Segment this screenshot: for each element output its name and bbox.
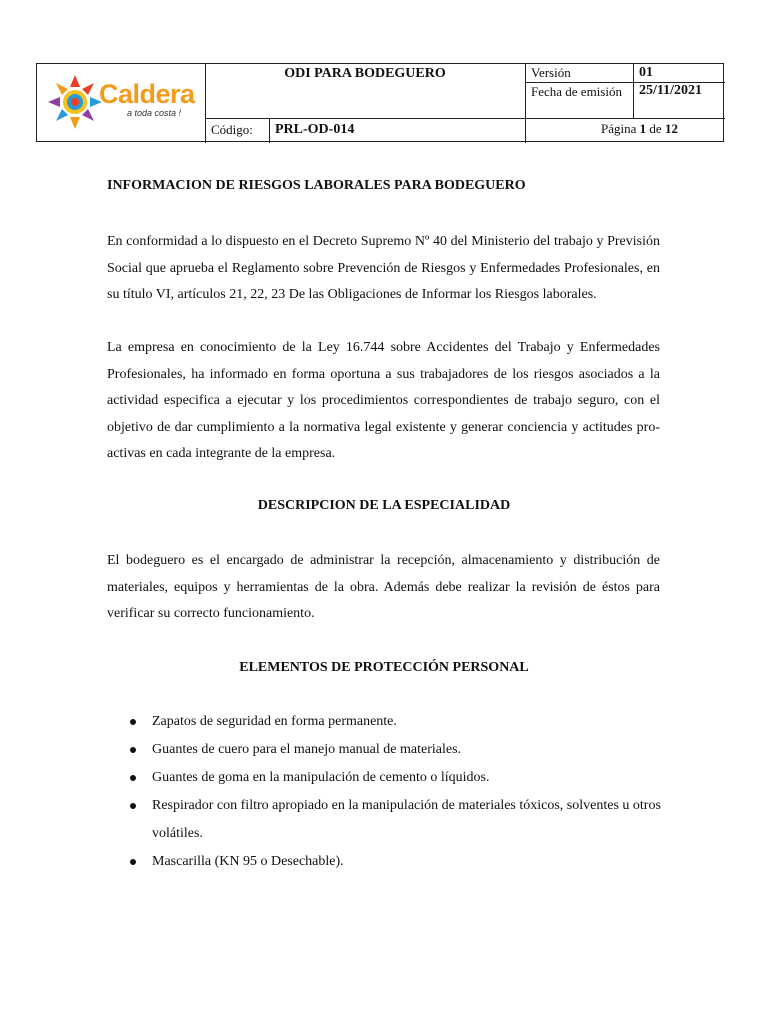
list-item-text: Respirador con filtro apropiado en la manipulación de materiales tóxicos, solventes u otros volátiles. bbox=[152, 798, 661, 841]
bullet-icon bbox=[130, 719, 136, 725]
bullet-icon bbox=[130, 747, 136, 753]
company-logo bbox=[37, 64, 205, 143]
page-of: de bbox=[649, 121, 662, 136]
page-total: 12 bbox=[664, 121, 678, 136]
list-item bbox=[107, 764, 667, 792]
list-item-text: Mascarilla (KN 95 o Desechable). bbox=[152, 854, 344, 869]
logo-tagline: a toda costa ! bbox=[127, 108, 182, 118]
list-item bbox=[107, 792, 667, 848]
code-value: PRL-OD-014 bbox=[275, 122, 355, 137]
issue-date-label: Fecha de emisión bbox=[531, 84, 622, 99]
page-prefix: Página bbox=[601, 121, 637, 136]
list-item-text: Guantes de goma en la manipulación de cemento o líquidos. bbox=[152, 770, 490, 785]
list-item-text: Zapatos de seguridad en forma permanente. bbox=[152, 714, 397, 729]
code-label: Código: bbox=[211, 122, 253, 137]
paragraph-ley: La empresa en conocimiento de la Ley 16.744 sobre Accidentes del Trabajo y Enfermedades Profesionales, ha informado en forma oportuna a sus trabajadores de los riesgos asociados a la actividad especifica a ejecutar y los procedimientos correspondientes de trabajo seguro, con el objetivo de dar cumplimiento a la normativa legal existente y generar conciencia y actitudes pro-activas en cada integrante de la empresa. bbox=[107, 340, 660, 462]
page-current: 1 bbox=[639, 121, 647, 136]
section-title-especialidad: DESCRIPCION DE LA ESPECIALIDAD bbox=[257, 498, 511, 513]
paragraph-decreto: En conformidad a lo dispuesto en el Decreto Supremo Nº 40 del Ministerio del trabajo y Previsión Social que aprueba el Reglamento sobre Prevención de Riesgos y Enfermedades Profesionales, en su título VI, artículos 21, 22, 23 De las Obligaciones de Informar los Riesgos laborales. bbox=[107, 234, 660, 303]
version-value: 01 bbox=[639, 65, 653, 80]
ppe-list bbox=[107, 708, 667, 876]
section-title-epp: ELEMENTOS DE PROTECCIÓN PERSONAL bbox=[239, 660, 529, 675]
document-title: ODI PARA BODEGUERO bbox=[284, 66, 446, 81]
list-item-text: Guantes de cuero para el manejo manual de materiales. bbox=[152, 742, 462, 757]
section-title-riesgos: INFORMACION DE RIESGOS LABORALES PARA BODEGUERO bbox=[107, 178, 526, 193]
list-item bbox=[107, 848, 667, 876]
bullet-icon bbox=[130, 775, 136, 781]
list-item bbox=[107, 708, 667, 736]
paragraph-especialidad: El bodeguero es el encargado de administrar la recepción, almacenamiento y distribución de materiales, equipos y herramientas de la obra. Además debe realizar la revisión de éstos para verificar su correcto funcionamiento. bbox=[107, 553, 660, 622]
issue-date-value: 25/11/2021 bbox=[639, 83, 703, 98]
version-label: Versión bbox=[531, 65, 571, 80]
list-item bbox=[107, 736, 667, 764]
sun-logo-icon bbox=[45, 72, 105, 132]
bullet-icon bbox=[130, 803, 136, 809]
page-indicator bbox=[526, 119, 725, 143]
bullet-icon bbox=[130, 859, 136, 865]
logo-brand: Caldera bbox=[99, 79, 195, 109]
document-header-table bbox=[36, 63, 724, 142]
